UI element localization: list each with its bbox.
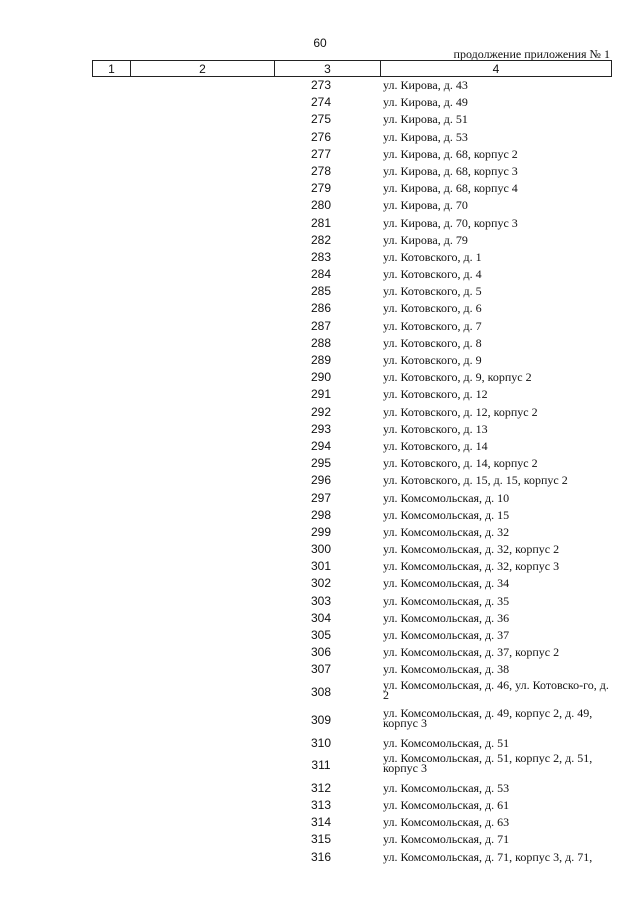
row-number: 292 [310,404,332,419]
row-address: ул. Кирова, д. 68, корпус 3 [383,163,518,178]
table-row [92,77,611,94]
row-address: ул. Котовского, д. 12, корпус 2 [383,404,538,419]
row-address: ул. Комсомольская, д. 37, корпус 2 [383,645,560,660]
row-address: ул. Котовского, д. 6 [383,301,482,316]
table-row [92,797,611,814]
table-row [92,735,611,752]
row-number: 290 [310,370,332,385]
row-number: 313 [310,797,332,812]
row-number: 286 [310,301,332,316]
table-row [92,849,611,866]
table-row [92,541,611,558]
row-address: ул. Котовского, д. 8 [383,335,482,350]
table-row [92,575,611,592]
table-row [92,752,611,780]
row-number: 315 [310,832,332,847]
row-number: 277 [310,146,332,161]
row-address: ул. Комсомольская, д. 71 [383,832,510,847]
table-row [92,163,611,180]
row-address: ул. Котовского, д. 13 [383,421,488,436]
row-number: 285 [310,284,332,299]
row-address: ул. Комсомольская, д. 32, корпус 3 [383,559,560,574]
column-header-1: 1 [93,61,131,77]
table-row [92,490,611,507]
row-address: ул. Комсомольская, д. 15 [383,507,510,522]
row-address: ул. Котовского, д. 7 [383,318,482,333]
table-row [92,404,611,421]
row-address: ул. Кирова, д. 51 [383,112,468,127]
row-number: 311 [311,757,331,772]
row-address: ул. Комсомольская, д. 36 [383,610,510,625]
row-number: 293 [310,421,332,436]
row-address: ул. Комсомольская, д. 38 [383,662,510,677]
table-row [92,814,611,831]
row-number: 307 [310,662,332,677]
row-address: ул. Комсомольская, д. 37 [383,628,510,642]
table-row [92,249,611,266]
table-row [92,335,611,352]
table-row [92,438,611,455]
table-row [92,129,611,146]
row-address: ул. Комсомольская, д. 63 [383,815,510,830]
table-row [92,266,611,283]
row-number: 289 [310,353,332,367]
row-number: 274 [310,95,332,110]
row-number: 304 [310,610,332,625]
row-number: 296 [310,473,332,488]
row-number: 288 [310,335,332,350]
row-number: 281 [310,215,332,230]
table-row [92,197,611,214]
row-address: ул. Котовского, д. 14, корпус 2 [383,456,538,471]
row-number: 310 [310,735,332,750]
row-address: ул. Кирова, д. 68, корпус 2 [383,146,518,161]
row-number: 294 [310,438,332,453]
table-row [92,610,611,627]
column-header-table [92,60,612,77]
row-number: 299 [310,524,332,539]
row-address: ул. Комсомольская, д. 53 [383,780,510,795]
row-address: ул. Комсомольская, д. 61 [383,797,510,812]
row-address: ул. Комсомольская, д. 34 [383,576,510,591]
table-row [92,707,611,735]
row-address: ул. Комсомольская, д. 51, корпус 2, д. 51, корпус 3 [383,750,593,775]
row-number: 306 [310,645,332,660]
table-row [92,644,611,661]
table-row [92,455,611,472]
column-header-row [93,61,612,77]
row-address: ул. Котовского, д. 14 [383,438,488,453]
row-address: ул. Котовского, д. 15, д. 15, корпус 2 [383,473,568,488]
row-number: 275 [310,112,332,127]
row-number: 316 [310,849,332,864]
row-address: ул. Комсомольская, д. 32, корпус 2 [383,542,560,557]
row-number: 308 [310,684,332,699]
table-row [92,180,611,197]
row-address: ул. Котовского, д. 12 [383,387,488,402]
row-number: 303 [310,593,332,608]
row-address: ул. Котовского, д. 5 [383,284,482,299]
row-number: 314 [310,815,332,830]
row-address: ул. Комсомольская, д. 46, ул. Котовско-го, д. 2 [383,677,609,702]
continuation-note: продолжение приложения № 1 [453,47,610,61]
table-row [92,232,611,249]
row-number: 295 [310,456,332,471]
table-row [92,111,611,128]
row-address: ул. Комсомольская, д. 51 [383,735,510,750]
row-number: 301 [310,559,332,574]
table-row [92,593,611,610]
column-header-4: 4 [381,61,612,77]
table-row [92,524,611,541]
table-row [92,215,611,232]
row-number: 297 [310,490,332,505]
row-address: ул. Комсомольская, д. 35 [383,593,510,608]
table-row [92,627,611,644]
row-number: 273 [310,78,332,92]
row-number: 305 [310,628,332,642]
table-row [92,780,611,797]
column-header-3: 3 [275,61,381,77]
row-address: ул. Комсомольская, д. 49, корпус 2, д. 49, корпус 3 [383,705,593,730]
table-row [92,94,611,111]
table-row [92,421,611,438]
table-row [92,146,611,163]
row-address: ул. Кирова, д. 70, корпус 3 [383,215,518,230]
row-number: 312 [310,780,332,795]
table-row [92,300,611,317]
row-number: 282 [310,232,332,247]
table-row [92,831,611,848]
row-number: 276 [310,129,332,144]
row-address: ул. Кирова, д. 43 [383,78,468,92]
row-number: 287 [310,318,332,333]
row-address: ул. Кирова, д. 49 [383,95,468,110]
row-number: 283 [310,249,332,264]
row-number: 284 [310,267,332,282]
row-number: 309 [310,712,332,727]
row-address: ул. Кирова, д. 68, корпус 4 [383,181,518,196]
row-address: ул. Котовского, д. 9, корпус 2 [383,370,532,385]
row-address: ул. Котовского, д. 1 [383,249,482,264]
row-number: 278 [310,163,332,178]
table-row [92,386,611,403]
row-number: 300 [310,542,332,557]
table-row [92,283,611,300]
row-address: ул. Комсомольская, д. 32 [383,524,510,539]
row-address: ул. Кирова, д. 53 [383,129,468,144]
row-address: ул. Комсомольская, д. 71, корпус 3, д. 71, [383,849,593,864]
row-number: 280 [310,198,332,213]
table-row [92,352,611,369]
table-row [92,558,611,575]
row-number: 291 [310,387,332,402]
row-number: 298 [310,507,332,522]
row-number: 279 [310,181,332,196]
row-address: ул. Котовского, д. 9 [383,353,482,367]
table-row [92,472,611,489]
table-row [92,661,611,678]
table-row [92,369,611,386]
table-row [92,318,611,335]
address-list [92,77,611,866]
row-address: ул. Кирова, д. 70 [383,198,468,213]
row-address: ул. Котовского, д. 4 [383,267,482,282]
table-row [92,507,611,524]
table-row [92,679,611,707]
row-address: ул. Комсомольская, д. 10 [383,490,510,505]
row-address: ул. Кирова, д. 79 [383,232,468,247]
page-number: 60 [313,36,327,50]
row-number: 302 [310,576,332,591]
column-header-2: 2 [131,61,275,77]
